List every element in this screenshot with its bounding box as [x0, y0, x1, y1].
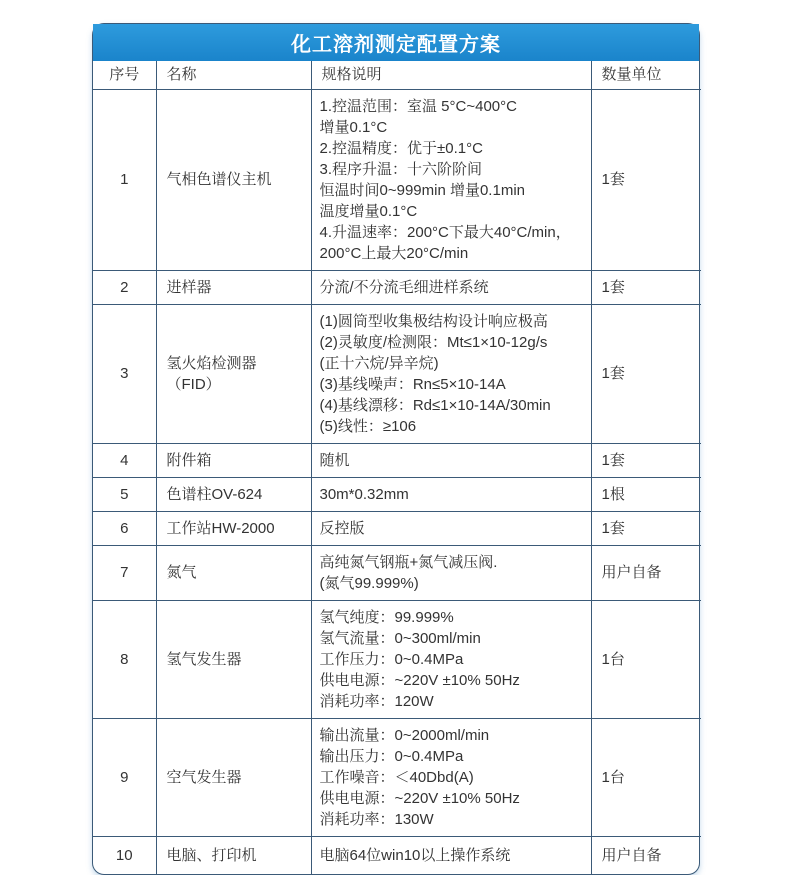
row-qty: 1台 [591, 600, 701, 718]
row-spec [311, 443, 591, 477]
spec-line: 氢气纯度：99.999% [319, 608, 454, 626]
col-header-qty: 数量单位 [591, 61, 701, 89]
row-spec [311, 511, 591, 545]
spec-line: 工作压力：0~0.4MPa [319, 650, 464, 668]
table-row [93, 443, 701, 477]
row-name: 气相色谱仪主机 [156, 89, 311, 270]
col-header-no: 序号 [93, 61, 156, 89]
col-header-name: 名称 [156, 61, 311, 89]
config-table-card [92, 23, 700, 875]
table-row [93, 89, 701, 270]
spec-line: 氢气流量：0~300ml/min [319, 629, 481, 647]
spec-line: 200°C上最大20°C/min [319, 244, 469, 262]
row-spec [311, 718, 591, 836]
row-name: 氮气 [156, 545, 311, 600]
spec-line: (5)线性：≥106 [319, 417, 417, 435]
row-no: 1 [93, 89, 156, 270]
row-name: 色谱柱OV-624 [156, 477, 311, 511]
row-name: 工作站HW-2000 [156, 511, 311, 545]
row-qty: 1套 [591, 304, 701, 443]
spec-line: 恒温时间0~999min 增量0.1min [319, 181, 525, 199]
row-qty: 1套 [591, 511, 701, 545]
spec-line: 高纯氮气钢瓶+氮气减压阀. [319, 553, 498, 571]
spec-line: 反控版 [319, 519, 365, 537]
row-no: 9 [93, 718, 156, 836]
row-spec [311, 836, 591, 874]
row-spec [311, 270, 591, 304]
spec-line: 分流/不分流毛细进样系统 [319, 278, 489, 296]
spec-line: (4)基线漂移：Rd≤1×10-14A/30min [319, 396, 551, 414]
config-table [93, 61, 701, 874]
table-row [93, 304, 701, 443]
spec-line: 2.控温精度：优于±0.1°C [319, 139, 483, 157]
table-row [93, 718, 701, 836]
spec-line: 电脑64位win10以上操作系统 [319, 846, 511, 864]
spec-line: (1)圆筒型收集极结构设计响应极高 [319, 312, 548, 330]
row-qty: 1套 [591, 270, 701, 304]
row-qty: 用户自备 [591, 836, 701, 874]
spec-line: 随机 [319, 451, 350, 469]
table-row [93, 511, 701, 545]
row-name: 进样器 [156, 270, 311, 304]
spec-line: 30m*0.32mm [319, 485, 409, 503]
spec-line: 消耗功率：120W [319, 692, 434, 710]
row-qty: 1台 [591, 718, 701, 836]
spec-line: 输出流量：0~2000ml/min [319, 726, 490, 744]
spec-line: (2)灵敏度/检测限：Mt≤1×10-12g/s [319, 333, 548, 351]
row-no: 3 [93, 304, 156, 443]
row-no: 4 [93, 443, 156, 477]
spec-line: 1.控温范围：室温 5°C~400°C [319, 97, 517, 115]
row-name: 空气发生器 [156, 718, 311, 836]
spec-line: 供电电源：~220V ±10% 50Hz [319, 671, 520, 689]
row-spec [311, 89, 591, 270]
row-no: 2 [93, 270, 156, 304]
table-row [93, 836, 701, 874]
row-spec [311, 477, 591, 511]
table-row [93, 545, 701, 600]
table-row [93, 270, 701, 304]
spec-line: (氮气99.999%) [319, 574, 419, 592]
col-header-spec: 规格说明 [311, 61, 591, 89]
row-no: 10 [93, 836, 156, 874]
table-title-bar [93, 24, 699, 61]
table-row [93, 477, 701, 511]
spec-line: 温度增量0.1°C [319, 202, 418, 220]
spec-line: 工作噪音：＜40Dbd(A) [319, 768, 474, 786]
config-table-body [93, 89, 701, 874]
table-title: 化工溶剂测定配置方案 [291, 34, 501, 56]
row-spec [311, 304, 591, 443]
spec-line: 增量0.1°C [319, 118, 388, 136]
table-row [93, 600, 701, 718]
row-name: 电脑、打印机 [156, 836, 311, 874]
spec-line: 消耗功率：130W [319, 810, 434, 828]
row-name: 氢气发生器 [156, 600, 311, 718]
row-qty: 用户自备 [591, 545, 701, 600]
row-qty: 1套 [591, 443, 701, 477]
spec-line: 供电电源：~220V ±10% 50Hz [319, 789, 520, 807]
row-no: 6 [93, 511, 156, 545]
table-header [93, 61, 701, 89]
row-spec [311, 545, 591, 600]
spec-line: 3.程序升温：十六阶阶间 [319, 160, 483, 178]
row-no: 8 [93, 600, 156, 718]
spec-line: 4.升温速率：200°C下最大40°C/min， [319, 223, 571, 241]
row-qty: 1套 [591, 89, 701, 270]
header-row [93, 61, 701, 89]
row-no: 7 [93, 545, 156, 600]
row-name: 氢火焰检测器（FID） [156, 304, 311, 443]
spec-line: (3)基线噪声：Rn≤5×10-14A [319, 375, 506, 393]
row-spec [311, 600, 591, 718]
spec-line: 输出压力：0~0.4MPa [319, 747, 464, 765]
row-qty: 1根 [591, 477, 701, 511]
spec-line: (正十六烷/异辛烷) [319, 354, 439, 372]
row-name: 附件箱 [156, 443, 311, 477]
row-no: 5 [93, 477, 156, 511]
